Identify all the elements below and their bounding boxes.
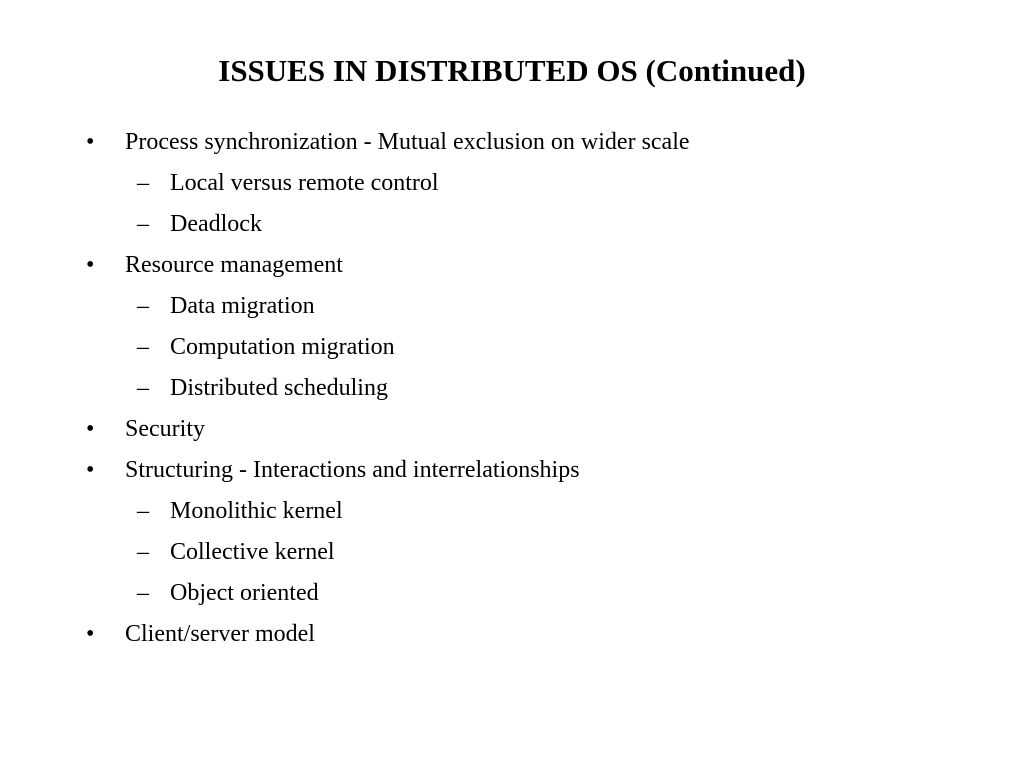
bullet-text: Security [125, 416, 205, 442]
sub-bullet-item [0, 532, 1024, 573]
sub-bullet-marker: – [137, 211, 149, 237]
sub-bullet-text: Deadlock [170, 211, 262, 237]
sub-bullet-item [0, 491, 1024, 532]
bullet-item [0, 245, 1024, 286]
bullet-item [0, 614, 1024, 655]
bullet-item [0, 450, 1024, 491]
bullet-item [0, 409, 1024, 450]
sub-bullet-marker: – [137, 539, 149, 565]
sub-bullet-text: Collective kernel [170, 539, 335, 565]
sub-bullet-text: Local versus remote control [170, 170, 439, 196]
bullet-list [0, 122, 1024, 655]
bullet-text: Process synchronization - Mutual exclusion on wider scale [125, 129, 690, 155]
sub-bullet-item [0, 327, 1024, 368]
sub-bullet-marker: – [137, 170, 149, 196]
sub-bullet-item [0, 163, 1024, 204]
bullet-marker: • [86, 416, 95, 442]
sub-bullet-marker: – [137, 334, 149, 360]
sub-bullet-item [0, 573, 1024, 614]
sub-bullet-marker: – [137, 498, 149, 524]
sub-bullet-marker: – [137, 580, 149, 606]
sub-bullet-text: Monolithic kernel [170, 498, 343, 524]
sub-bullet-text: Distributed scheduling [170, 375, 388, 401]
sub-bullet-marker: – [137, 293, 149, 319]
bullet-text: Structuring - Interactions and interrelationships [125, 457, 580, 483]
sub-bullet-text: Data migration [170, 293, 315, 319]
bullet-text: Resource management [125, 252, 343, 278]
bullet-marker: • [86, 621, 95, 647]
sub-bullet-marker: – [137, 375, 149, 401]
slide-title: ISSUES IN DISTRIBUTED OS (Continued) [218, 53, 806, 88]
bullet-marker: • [86, 252, 95, 278]
sub-bullet-text: Computation migration [170, 334, 395, 360]
bullet-text: Client/server model [125, 621, 315, 647]
sub-bullet-text: Object oriented [170, 580, 319, 606]
bullet-marker: • [86, 457, 95, 483]
sub-bullet-item [0, 204, 1024, 245]
sub-bullet-item [0, 286, 1024, 327]
bullet-item [0, 122, 1024, 163]
bullet-marker: • [86, 129, 95, 155]
sub-bullet-item [0, 368, 1024, 409]
